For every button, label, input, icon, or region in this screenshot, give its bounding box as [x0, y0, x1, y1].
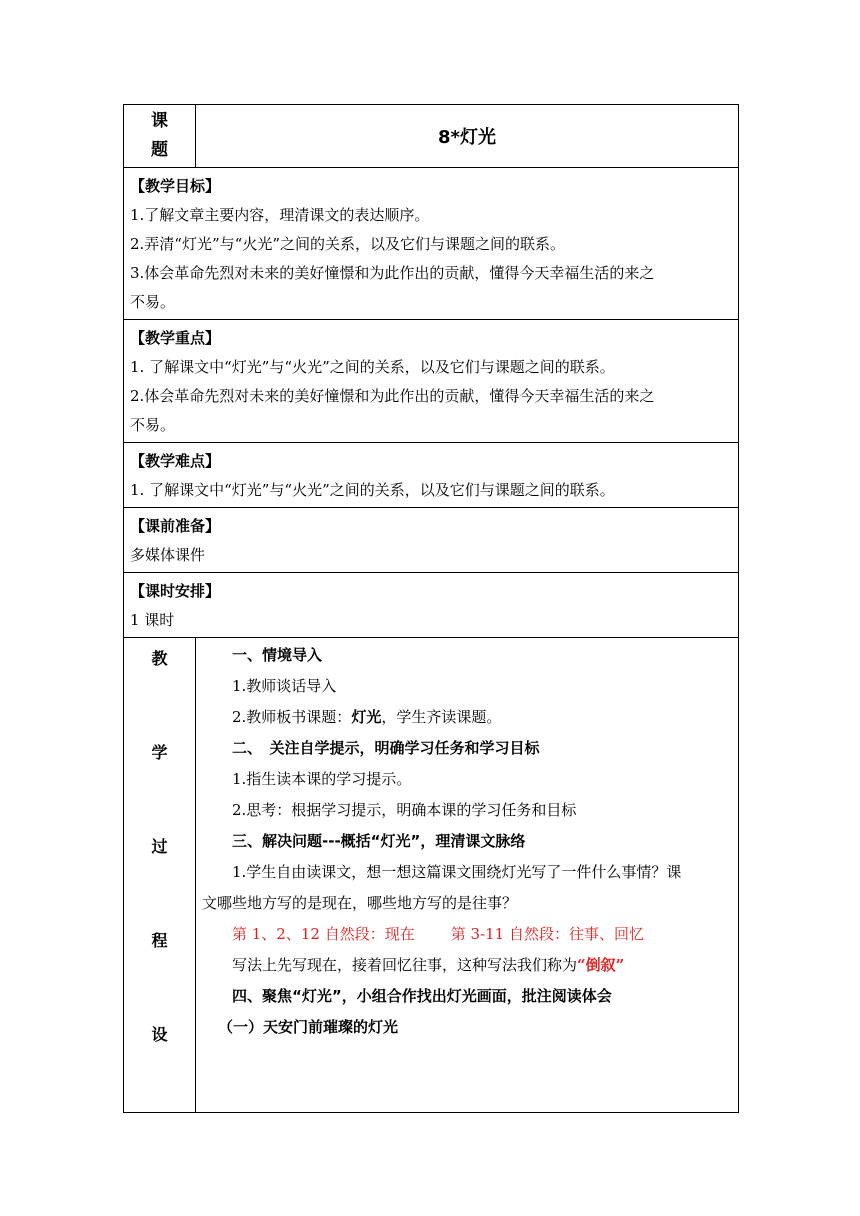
step3-line3-term: “倒叙” [577, 956, 625, 974]
process-row [124, 638, 739, 1113]
key-points-section [124, 320, 739, 443]
step3-red-line [202, 919, 732, 950]
step2-line1: 1.指生读本课的学习提示。 [232, 770, 412, 788]
process-label-char: 设 [151, 1025, 168, 1044]
step3-heading: 三、解决问题---概括“灯光”，理清课文脉络 [232, 832, 526, 850]
step1-heading: 一、情境导入 [232, 646, 323, 664]
key-points-row [124, 320, 739, 443]
schedule-section [124, 573, 739, 638]
lesson-plan-table [123, 104, 739, 1113]
difficulty-line: 1. 了解课文中“灯光”与“火光”之间的关系，以及它们与课题之间的联系。 [130, 481, 615, 499]
difficulties-heading: 【教学难点】 [130, 452, 221, 470]
schedule-row [124, 573, 739, 638]
process-label-char: 教 [151, 649, 168, 668]
difficulties-row [124, 443, 739, 508]
preparation-section [124, 508, 739, 573]
objectives-row [124, 168, 739, 320]
preparation-heading: 【课前准备】 [130, 517, 221, 535]
key-point-line: 1. 了解课文中“灯光”与“火光”之间的关系，以及它们与课题之间的联系。 [130, 358, 615, 376]
title-label-cell [124, 105, 196, 168]
objective-line: 3.体会革命先烈对未来的美好憧憬和为此作出的贡献，懂得今天幸福生活的来之 [130, 264, 655, 282]
process-label-char: 程 [151, 931, 168, 950]
objective-line: 不易。 [130, 293, 176, 311]
process-label-char: 学 [151, 743, 168, 762]
process-body [196, 638, 739, 1113]
process-label-char: 过 [151, 837, 168, 856]
objective-line: 2.弄清“灯光”与“火光”之间的关系，以及它们与课题之间的联系。 [130, 235, 565, 253]
step2-heading: 二、 关注自学提示，明确学习任务和学习目标 [232, 739, 540, 757]
schedule-line: 1 课时 [130, 611, 175, 629]
schedule-heading: 【课时安排】 [130, 582, 221, 600]
step4-heading: 四、聚焦“灯光”，小组合作找出灯光画面，批注阅读体会 [232, 987, 612, 1005]
step2-line2: 2.思考：根据学习提示，明确本课的学习任务和目标 [232, 801, 577, 819]
preparation-row [124, 508, 739, 573]
objectives-heading: 【教学目标】 [130, 177, 221, 195]
step1-line2-a: 2.教师板书课题： [232, 708, 352, 726]
process-label-cell [124, 638, 196, 1113]
step4-sub-heading: （一）天安门前璀璨的灯光 [218, 1018, 399, 1036]
title-row [124, 105, 739, 168]
lesson-title: 8*灯光 [196, 105, 739, 168]
step3-line1-cont: 文哪些地方写的是现在，哪些地方写的是往事？ [202, 894, 518, 912]
step1-line2-c: ，学生齐读课题。 [381, 708, 502, 726]
step1-line2 [202, 702, 732, 733]
title-label-bottom: 题 [151, 140, 168, 160]
step1-line1: 1.教师谈话导入 [232, 677, 337, 695]
preparation-line: 多媒体课件 [130, 546, 206, 564]
step3-line1: 1.学生自由读课文，想一想这篇课文围绕灯光写了一件什么事情？课 [232, 863, 682, 881]
key-point-line: 不易。 [130, 416, 176, 434]
key-point-line: 2.体会革命先烈对未来的美好憧憬和为此作出的贡献，懂得今天幸福生活的来之 [130, 387, 655, 405]
objective-line: 1.了解文章主要内容，理清课文的表达顺序。 [130, 206, 430, 224]
key-points-heading: 【教学重点】 [130, 329, 221, 347]
difficulties-section [124, 443, 739, 508]
step3-red-a: 第 1、2、12 自然段：现在 [232, 925, 415, 943]
step3-line3 [202, 950, 732, 981]
step3-red-b: 第 3-11 自然段：往事、回忆 [450, 925, 644, 943]
title-label-top: 课 [151, 111, 168, 131]
step3-line3-a: 写法上先写现在，接着回忆往事，这种写法我们称为 [232, 956, 578, 974]
objectives-section [124, 168, 739, 320]
step1-line2-keyword: 灯光 [351, 708, 382, 726]
